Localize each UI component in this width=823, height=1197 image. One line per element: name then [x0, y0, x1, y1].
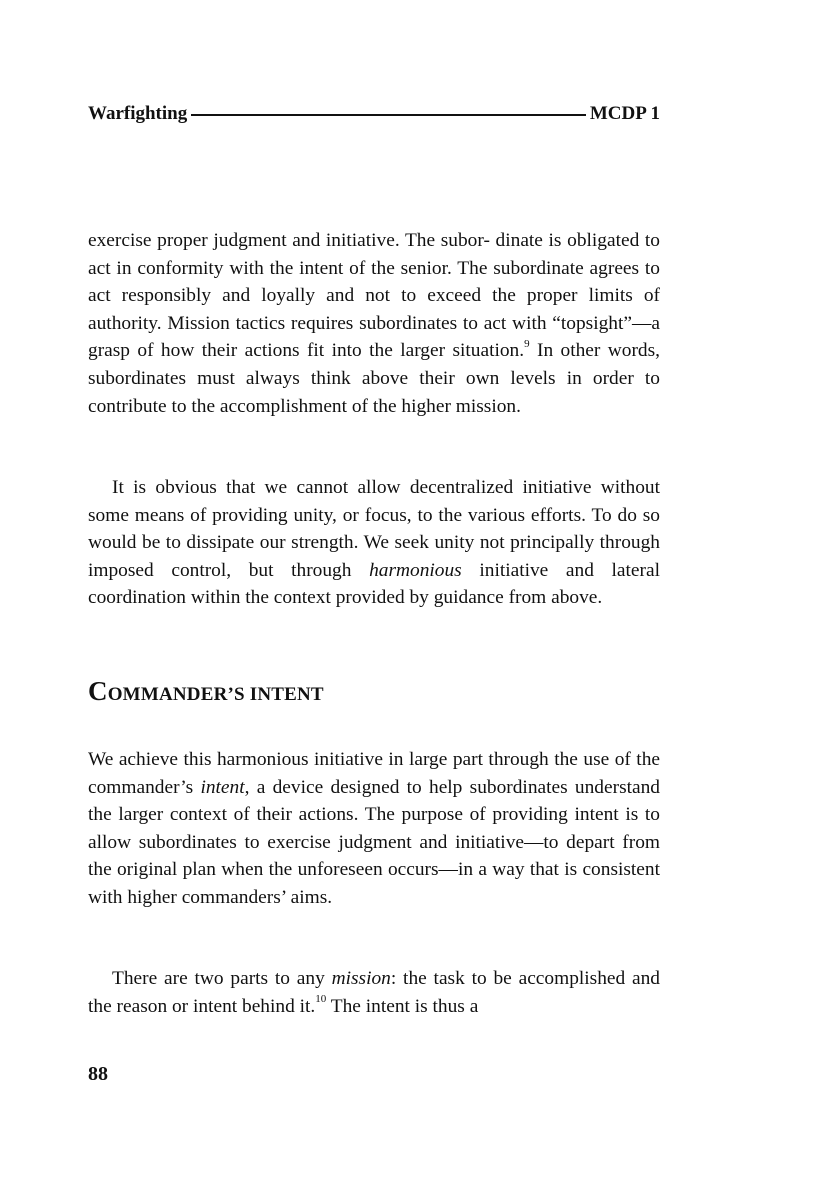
paragraph-2	[88, 474, 660, 612]
header-book-title: Warfighting	[88, 103, 188, 124]
section-heading-initial: C	[88, 676, 108, 706]
paragraph-4-text-before: There are two parts to any	[112, 968, 332, 989]
paragraph-1-text-after: In other words, subordinates must always think above their own levels in order to contribute to the accomplishment of the higher mission.	[88, 340, 660, 417]
header-rule	[191, 114, 586, 116]
running-header	[88, 103, 660, 125]
paragraph-2-text-after: initiative and lateral coordination within the context provided by guidance from above.	[88, 559, 660, 609]
section-heading	[88, 676, 324, 707]
paragraph-2-emphasis: harmonious	[369, 559, 462, 581]
paragraph-4	[88, 965, 660, 1020]
paragraph-3	[88, 746, 660, 912]
paragraph-2-text-before: It is obvious that we cannot allow decentralized initiative without some means of providing unity, or focus, to the various efforts. To do so would be to dissipate our strength. We seek unity not principally through imposed control, but through	[88, 477, 660, 581]
footnote-10-marker: 10	[315, 993, 327, 1006]
paragraph-3-text-after: , a device designed to help subordinates understand the larger context of their actions. The purpose of providing intent is to allow subordinates to exercise judgment and initiative—to depart from the original plan when the unforeseen occurs—in a way that is consistent with higher commanders’ aims.	[88, 776, 660, 908]
paragraph-4-text-after: The intent is thus a	[326, 995, 479, 1017]
paragraph-3-emphasis: intent	[200, 776, 245, 798]
paragraph-4-emphasis: mission	[331, 968, 391, 989]
paragraph-4-text-middle: : the task to be accomplished and the reason or intent behind it.	[88, 968, 661, 1017]
header-series-code: MCDP 1	[589, 103, 660, 124]
footnote-9-marker: 9	[524, 337, 530, 350]
paragraph-1	[88, 227, 660, 420]
section-heading-rest: OMMANDER’S INTENT	[107, 684, 324, 705]
paragraph-3-text-before: We achieve this harmonious initiative in large part through the use of the commander’s	[88, 749, 660, 798]
paragraph-1-text: exercise proper judgment and initiative. The subor- dinate is obligated to act in conformity with the intent of the senior. The subordinate agrees to act responsibly and loyally and not to exceed the proper limits of authority. Mission tactics requires subordinates to act with “topsight”—a grasp of how their actions fit into the larger situation.	[88, 230, 660, 362]
page-number: 88	[88, 1063, 108, 1085]
